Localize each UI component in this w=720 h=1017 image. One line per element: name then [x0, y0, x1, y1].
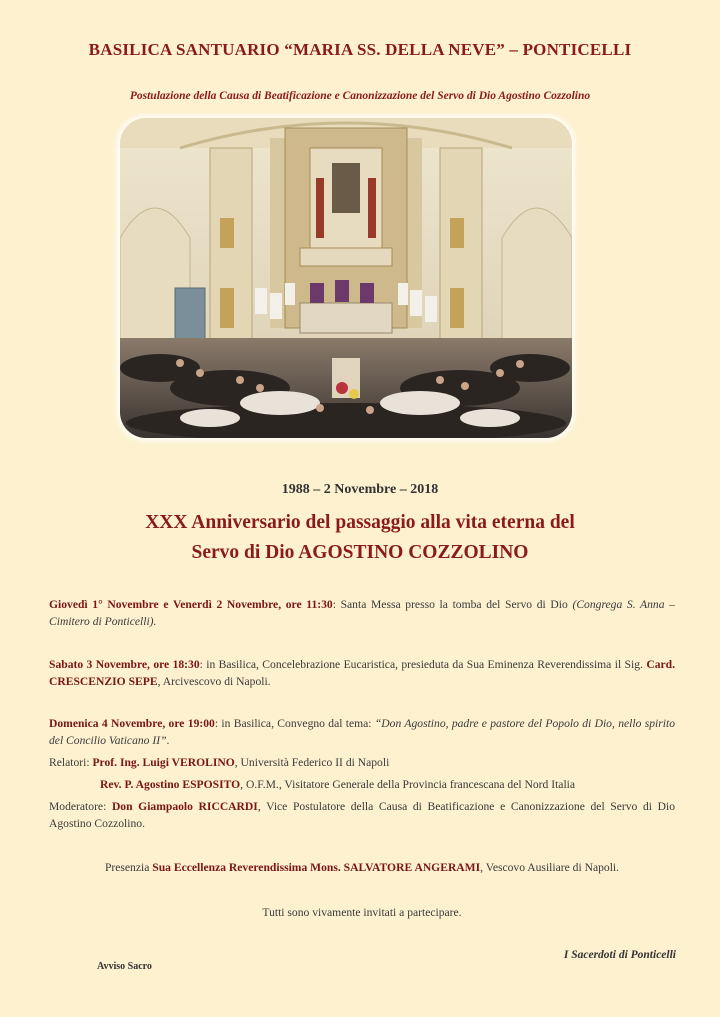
speaker-2-affiliation: , O.F.M., Visitatore Generale della Provincia francescana del Nord Italia	[240, 778, 576, 791]
speaker-2	[100, 777, 675, 794]
anniversary-dates: 1988 – 2 Novembre – 2018	[281, 482, 439, 497]
event-1	[49, 597, 675, 630]
basilica-photo	[120, 118, 572, 438]
event-2-text: : in Basilica, Concelebrazione Eucaristica, presieduta da Sua Eminenza Reverendissima il Sig.	[199, 658, 647, 671]
presence-line	[49, 860, 675, 877]
event-2-date: Sabato 3 Novembre, ore 18:30	[49, 658, 200, 671]
invitation: Tutti sono vivamente invitati a partecipare.	[262, 906, 462, 919]
moderator-name: Don Giampaolo RICCARDI	[111, 800, 258, 813]
page-title: BASILICA SANTUARIO “MARIA SS. DELLA NEVE” – PONTICELLI	[88, 40, 632, 59]
anniversary-line-1: XXX Anniversario del passaggio alla vita eterna del	[145, 512, 575, 533]
presence-label: Presenzia	[104, 861, 153, 874]
event-1-location: (Congrega S. Anna – Cimitero di Ponticelli).	[49, 598, 675, 628]
event-3-end: .	[166, 733, 170, 747]
event-3	[49, 716, 675, 749]
speaker-1	[49, 755, 675, 772]
moderator-role: , Vice Postulatore della Causa di Beatificazione e Canonizzazione del Servo di Dio Agostino Cozzolino.	[49, 800, 675, 830]
speakers-label: Relatori:	[49, 756, 93, 769]
event-2-cardinal: Card. CRESCENZIO SEPE	[49, 658, 675, 688]
avviso-sacro: Avviso Sacro	[97, 961, 152, 972]
speaker-1-name: Prof. Ing. Luigi VEROLINO	[92, 756, 235, 769]
event-3-theme: “Don Agostino, padre e pastore del Popolo di Dio, nello spirito del Concilio Vaticano II”	[49, 717, 675, 747]
event-3-date: Domenica 4 Novembre, ore 19:00	[49, 717, 215, 730]
event-2-text-end: , Arcivescovo di Napoli.	[157, 674, 271, 688]
presence-role: , Vescovo Ausiliare di Napoli.	[480, 861, 620, 874]
event-3-text: : in Basilica, Convegno dal tema:	[214, 717, 375, 730]
page-subtitle: Postulazione della Causa di Beatificazione e Canonizzazione del Servo di Dio Agostino Cozzolino	[129, 90, 591, 102]
event-1-date: Giovedì 1° Novembre e Venerdì 2 Novembre, ore 11:30	[49, 598, 333, 611]
moderator	[49, 799, 675, 832]
presence-name: Sua Eccellenza Reverendissima Mons. SALVATORE ANGERAMI	[152, 861, 481, 874]
signature: I Sacerdoti di Ponticelli	[563, 949, 676, 961]
anniversary-line-2: Servo di Dio AGOSTINO COZZOLINO	[191, 542, 529, 563]
speaker-1-affiliation: , Università Federico II di Napoli	[234, 756, 390, 769]
moderator-label: Moderatore:	[49, 800, 112, 813]
event-2	[49, 657, 675, 690]
speaker-2-name: Rev. P. Agostino ESPOSITO	[100, 778, 241, 791]
event-1-text: : Santa Messa presso la tomba del Servo di Dio	[332, 598, 573, 611]
anniversary-heading	[0, 508, 720, 568]
